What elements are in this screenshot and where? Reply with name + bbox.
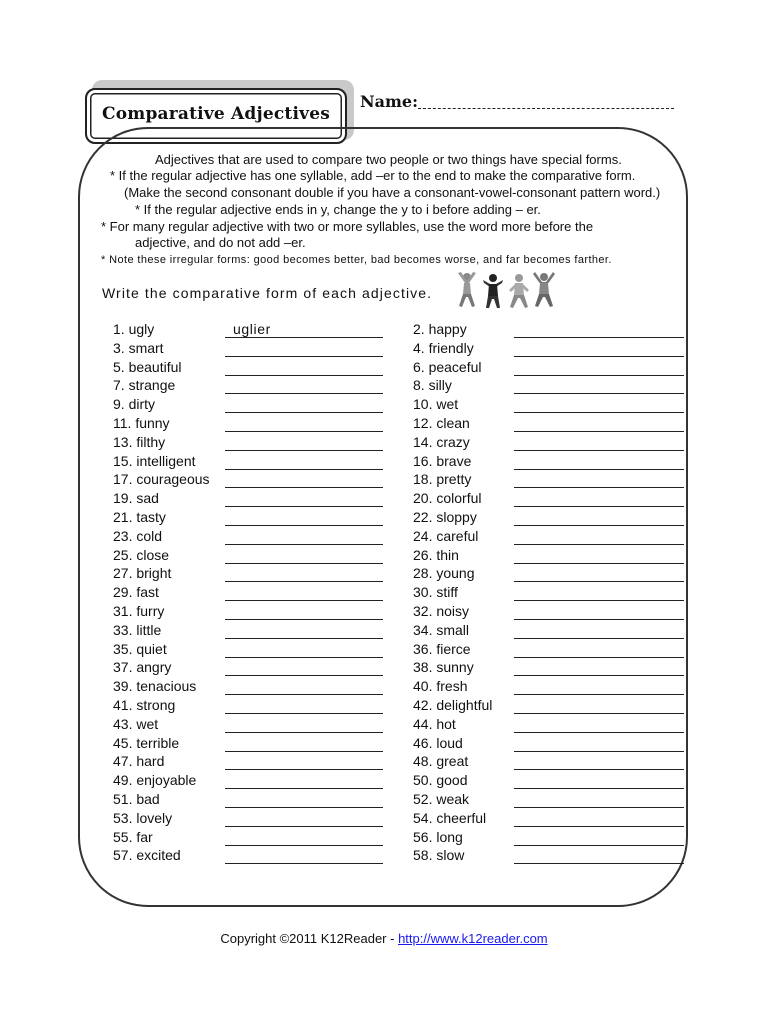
adjective-label: 13. filthy (113, 433, 166, 450)
adjective-label: 43. wet (113, 715, 159, 732)
adjective-label: 41. strong (113, 696, 176, 713)
instruction-line-7: * Note these irregular forms: good becomes better, bad becomes worse, and far becomes farther. (101, 254, 612, 266)
exercise-row (413, 546, 703, 565)
adjective-label: 4. friendly (413, 339, 474, 356)
adjective-label: 25. close (113, 546, 170, 563)
exercise-row (113, 489, 403, 508)
exercise-row (113, 846, 403, 865)
exercise-row (413, 734, 703, 753)
exercise-row (413, 508, 703, 527)
adjective-label: 27. bright (113, 565, 172, 582)
website-link[interactable]: http://www.k12reader.com (398, 931, 548, 946)
exercise-row (413, 470, 703, 489)
adjective-label: 12. clean (413, 414, 470, 431)
adjective-label: 48. great (413, 753, 469, 770)
exercise-row (113, 752, 403, 771)
exercise-row (113, 414, 403, 433)
adjective-label: 36. fierce (413, 640, 471, 657)
adjective-label: 30. stiff (413, 584, 458, 601)
adjective-label: 1. ugly (113, 321, 155, 337)
adjective-label: 49. enjoyable (113, 772, 197, 789)
adjective-label: 32. noisy (413, 602, 470, 619)
exercise-row (113, 790, 403, 809)
adjective-label: 9. dirty (113, 396, 156, 413)
adjective-label: 40. fresh (413, 678, 468, 695)
exercise-row (413, 790, 703, 809)
adjective-label: 56. long (413, 828, 463, 845)
instruction-line-6: adjective, and do not add –er. (135, 235, 306, 250)
exercise-row (113, 395, 403, 414)
exercise-row (413, 527, 703, 546)
exercise-row (113, 715, 403, 734)
adjective-label: 46. loud (413, 734, 463, 751)
exercise-row (113, 828, 403, 847)
adjective-label: 21. tasty (113, 508, 166, 525)
adjective-label: 39. tenacious (113, 678, 197, 695)
adjective-label: 35. quiet (113, 640, 167, 657)
exercise-row (413, 564, 703, 583)
adjective-label: 37. angry (113, 659, 172, 676)
exercise-row (413, 414, 703, 433)
adjective-label: 6. peaceful (413, 358, 482, 375)
adjective-label: 28. young (413, 565, 475, 582)
adjective-label: 22. sloppy (413, 508, 477, 525)
exercise-row (413, 752, 703, 771)
exercise-row (413, 395, 703, 414)
adjective-label: 42. delightful (413, 696, 493, 713)
exercise-row (113, 640, 403, 659)
adjective-label: 47. hard (113, 753, 165, 770)
example-answer: uglier (233, 321, 271, 337)
exercise-row (113, 527, 403, 546)
exercise-row (413, 809, 703, 828)
adjective-label: 58. slow (413, 847, 465, 864)
exercise-row (413, 376, 703, 395)
exercise-row (413, 846, 703, 865)
instruction-line-3: (Make the second consonant double if you have a consonant-vowel-consonant pattern word.) (124, 185, 661, 200)
adjective-label: 11. funny (113, 414, 170, 431)
exercise-row (413, 602, 703, 621)
exercise-row (113, 470, 403, 489)
adjective-label: 53. lovely (113, 809, 173, 826)
exercise-row (113, 339, 403, 358)
instruction-line-1: Adjectives that are used to compare two people or two things have special forms. (155, 152, 622, 167)
adjective-label: 10. wet (413, 396, 459, 413)
name-field-line[interactable] (418, 108, 674, 109)
adjective-label: 31. furry (113, 602, 165, 619)
worksheet-title: Comparative Adjectives (101, 104, 331, 124)
answer-line[interactable] (225, 863, 383, 864)
exercise-row (113, 602, 403, 621)
right-exercise-column (413, 320, 703, 865)
exercise-row (113, 376, 403, 395)
adjective-label: 17. courageous (113, 471, 210, 488)
adjective-label: 29. fast (113, 584, 159, 601)
exercise-row (113, 734, 403, 753)
adjective-label: 38. sunny (413, 659, 474, 676)
adjective-label: 52. weak (413, 790, 470, 807)
answer-line[interactable] (514, 863, 684, 864)
exercise-row (413, 433, 703, 452)
adjective-label: 34. small (413, 621, 470, 638)
adjective-label: 51. bad (113, 790, 160, 807)
exercise-row (413, 358, 703, 377)
exercise-row (113, 771, 403, 790)
adjective-label: 5. beautiful (113, 358, 182, 375)
exercise-row (113, 621, 403, 640)
adjective-label: 14. crazy (413, 433, 470, 450)
exercise-row (413, 658, 703, 677)
adjective-label: 54. cheerful (413, 809, 487, 826)
exercise-row (113, 677, 403, 696)
adjective-label: 44. hot (413, 715, 456, 732)
adjective-label: 45. terrible (113, 734, 180, 751)
exercise-row (113, 320, 403, 339)
adjective-label: 3. smart (113, 339, 164, 356)
exercise-row (413, 771, 703, 790)
exercise-row (413, 583, 703, 602)
footer (0, 931, 768, 946)
copyright-text: Copyright ©2011 K12Reader - (220, 931, 399, 946)
exercise-row (413, 489, 703, 508)
exercise-prompt: Write the comparative form of each adjective. (102, 285, 433, 301)
adjective-label: 15. intelligent (113, 452, 196, 469)
exercise-row (113, 696, 403, 715)
exercise-row (113, 452, 403, 471)
exercise-row (413, 696, 703, 715)
exercise-row (113, 433, 403, 452)
exercise-row (113, 809, 403, 828)
exercise-row (413, 677, 703, 696)
left-exercise-column (113, 320, 403, 865)
adjective-label: 16. brave (413, 452, 472, 469)
exercise-row (113, 546, 403, 565)
adjective-label: 23. cold (113, 527, 163, 544)
adjective-label: 20. colorful (413, 490, 482, 507)
exercise-row (113, 358, 403, 377)
adjective-label: 26. thin (413, 546, 459, 563)
adjective-label: 8. silly (413, 377, 452, 394)
exercise-row (113, 658, 403, 677)
exercise-row (413, 621, 703, 640)
dancing-people-icon (455, 270, 557, 310)
exercise-row (413, 452, 703, 471)
adjective-label: 33. little (113, 621, 162, 638)
instruction-line-5: * For many regular adjective with two or more syllables, use the word more before the (101, 219, 594, 234)
exercise-row (413, 828, 703, 847)
exercise-row (413, 320, 703, 339)
exercise-row (413, 339, 703, 358)
adjective-label: 55. far (113, 828, 153, 845)
adjective-label: 7. strange (113, 377, 176, 394)
adjective-label: 18. pretty (413, 471, 472, 488)
adjective-label: 50. good (413, 772, 468, 789)
instruction-line-4: * If the regular adjective ends in y, change the y to i before adding – er. (135, 202, 541, 217)
exercise-row (413, 715, 703, 734)
name-label: Name: (360, 92, 419, 111)
instruction-line-2: * If the regular adjective has one syllable, add –er to the end to make the comparative form. (110, 168, 636, 183)
exercise-row (113, 508, 403, 527)
exercise-row (413, 640, 703, 659)
adjective-label: 2. happy (413, 321, 467, 337)
exercise-row (113, 564, 403, 583)
adjective-label: 57. excited (113, 847, 181, 864)
exercise-row (113, 583, 403, 602)
adjective-label: 24. careful (413, 527, 479, 544)
adjective-label: 19. sad (113, 490, 159, 507)
